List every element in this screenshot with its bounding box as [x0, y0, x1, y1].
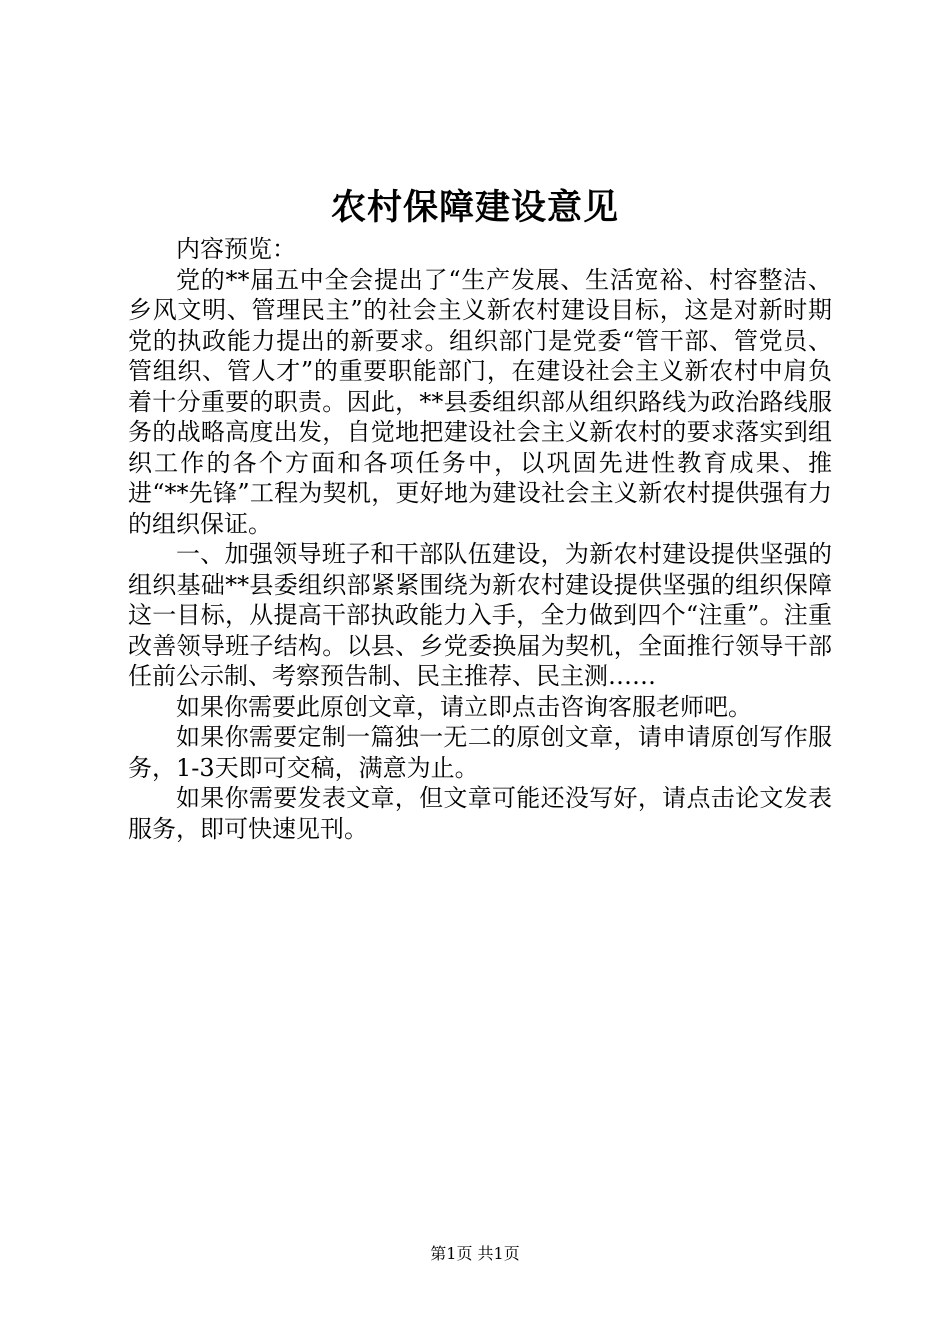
document-body	[128, 234, 832, 844]
body-paragraph: 一、加强领导班子和干部队伍建设，为新农村建设提供坚强的组织基础**县委组织部紧紧围绕为新农村建设提供坚强的组织保障这一目标，从提高干部执政能力入手，全力做到四个“注重”。注重改善领导班子结构。以县、乡党委换届为契机，全面推行领导干部任前公示制、考察预告制、民主推荐、民主测……	[128, 540, 832, 690]
promo-paragraph: 如果你需要此原创文章，请立即点击咨询客服老师吧。	[176, 692, 752, 721]
promo-paragraph: 如果你需要发表文章，但文章可能还没写好，请点击论文发表服务，即可快速见刊。	[128, 784, 832, 843]
preview-label: 内容预览：	[176, 235, 296, 263]
promo-paragraph: 如果你需要定制一篇独一无二的原创文章，请申请原创写作服务，1-3天即可交稿，满意为止。	[128, 723, 832, 782]
page-number-footer: 第1页 共1页	[430, 1244, 520, 1263]
document-title: 农村保障建设意见	[330, 187, 619, 228]
body-paragraph: 党的**届五中全会提出了“生产发展、生活宽裕、村容整洁、乡风文明、管理民主”的社会主义新农村建设目标，这是对新时期党的执政能力提出的新要求。组织部门是党委“管干部、管党员、管组织、管人才”的重要职能部门，在建设社会主义新农村中肩负着十分重要的职责。因此，**县委组织部从组织路线为政治路线服务的战略高度出发，自觉地把建设社会主义新农村的要求落实到组织工作的各个方面和各项任务中，以巩固先进性教育成果、推进“**先锋”工程为契机，更好地为建设社会主义新农村提供强有力的组织保证。	[128, 265, 832, 538]
